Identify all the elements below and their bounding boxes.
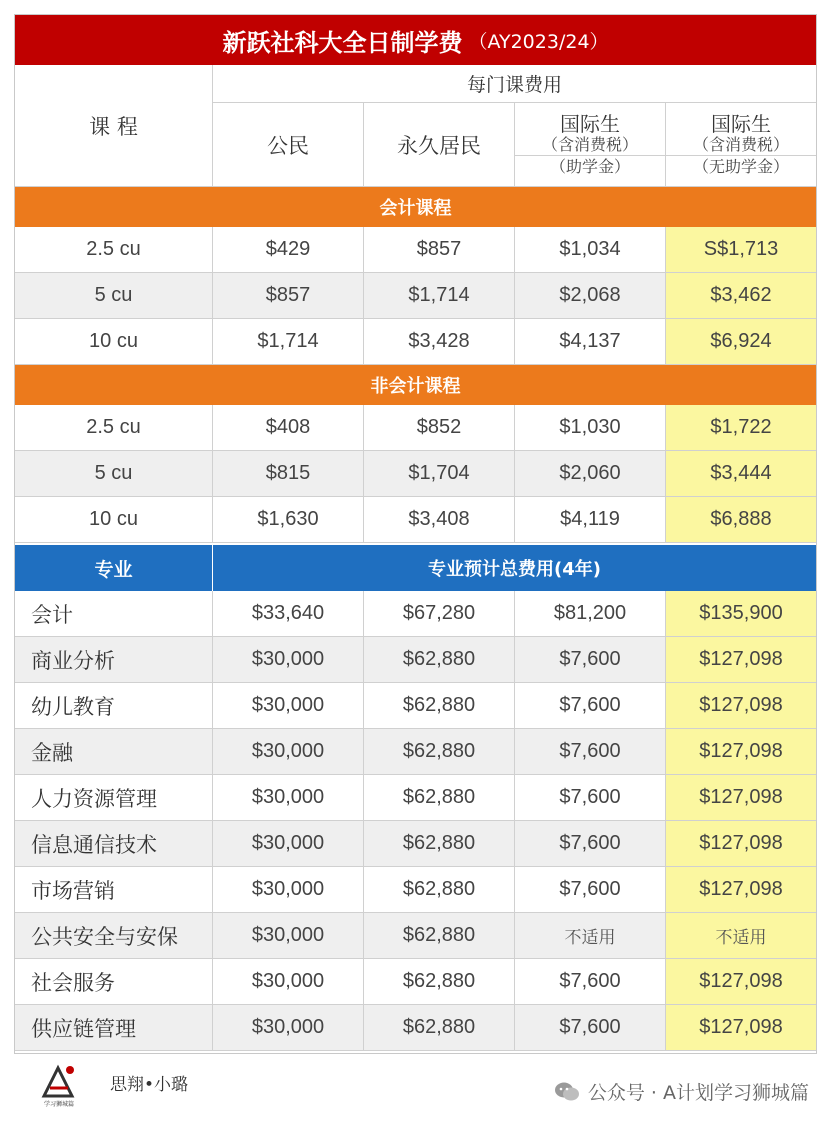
title-sub: （AY2023/24） <box>468 30 609 53</box>
accounting-row-2-citizen: $1,714 <box>213 319 364 365</box>
non-accounting-row-1-intl-nogrant: $3,444 <box>666 451 816 497</box>
accounting-row-0-citizen: $429 <box>213 227 364 273</box>
accounting-row-2-intl-grant: $4,137 <box>515 319 666 365</box>
major-row-5-pr: $62,880 <box>364 821 515 867</box>
major-row-4-name: 人力资源管理 <box>15 775 213 821</box>
major-row-8-citizen: $30,000 <box>213 959 364 1005</box>
major-row-5-name: 信息通信技术 <box>15 821 213 867</box>
major-row-5-intl-grant: $7,600 <box>515 821 666 867</box>
accounting-row-1-pr: $1,714 <box>364 273 515 319</box>
header-intl-grant-line1: 国际生 <box>560 112 620 137</box>
accounting-row-2-intl-nogrant: $6,924 <box>666 319 816 365</box>
major-row-8-name: 社会服务 <box>15 959 213 1005</box>
major-row-1-intl-grant: $7,600 <box>515 637 666 683</box>
major-row-3-pr: $62,880 <box>364 729 515 775</box>
major-row-6-pr: $62,880 <box>364 867 515 913</box>
major-row-3-intl-grant: $7,600 <box>515 729 666 775</box>
section-non-accounting: 非会计课程 <box>15 365 816 405</box>
section-accounting: 会计课程 <box>15 187 816 227</box>
accounting-row-0-intl-grant: $1,034 <box>515 227 666 273</box>
major-row-2-citizen: $30,000 <box>213 683 364 729</box>
accounting-row-2-pr: $3,428 <box>364 319 515 365</box>
non-accounting-row-0-course: 2.5 cu <box>15 405 213 451</box>
major-row-4-intl-grant: $7,600 <box>515 775 666 821</box>
non-accounting-row-2-intl-grant: $4,119 <box>515 497 666 543</box>
header-intl-nogrant-line3: （无助学金） <box>666 155 816 176</box>
major-row-4-intl-nogrant: $127,098 <box>666 775 816 821</box>
major-row-9-intl-nogrant: $127,098 <box>666 1005 816 1051</box>
non-accounting-row-0-intl-nogrant: $1,722 <box>666 405 816 451</box>
header-intl-grant-line2: （含消费税） <box>541 135 638 155</box>
major-row-7-intl-grant: 不适用 <box>515 913 666 959</box>
non-accounting-row-0-citizen: $408 <box>213 405 364 451</box>
major-row-7-name: 公共安全与安保 <box>15 913 213 959</box>
major-row-2-intl-nogrant: $127,098 <box>666 683 816 729</box>
major-header-label: 专业 <box>15 545 213 591</box>
major-row-0-intl-nogrant: $135,900 <box>666 591 816 637</box>
non-accounting-row-2-intl-nogrant: $6,888 <box>666 497 816 543</box>
major-row-4-pr: $62,880 <box>364 775 515 821</box>
major-row-1-pr: $62,880 <box>364 637 515 683</box>
header-citizen: 公民 <box>213 103 364 187</box>
non-accounting-row-0-pr: $852 <box>364 405 515 451</box>
major-header-total: 专业预计总费用(4年) <box>428 559 601 580</box>
non-accounting-row-0-intl-grant: $1,030 <box>515 405 666 451</box>
accounting-row-1-course: 5 cu <box>15 273 213 319</box>
table-title <box>15 15 816 65</box>
brand-logo-icon <box>38 1062 80 1108</box>
major-row-2-name: 幼儿教育 <box>15 683 213 729</box>
major-header <box>15 545 816 591</box>
major-row-3-name: 金融 <box>15 729 213 775</box>
accounting-row-0-course: 2.5 cu <box>15 227 213 273</box>
major-row-0-pr: $67,280 <box>364 591 515 637</box>
non-accounting-row-1-citizen: $815 <box>213 451 364 497</box>
major-row-0-citizen: $33,640 <box>213 591 364 637</box>
non-accounting-row-1-pr: $1,704 <box>364 451 515 497</box>
major-row-1-intl-nogrant: $127,098 <box>666 637 816 683</box>
non-accounting-row-2-citizen: $1,630 <box>213 497 364 543</box>
fee-table <box>14 14 817 1054</box>
non-accounting-row-1-course: 5 cu <box>15 451 213 497</box>
major-row-2-intl-grant: $7,600 <box>515 683 666 729</box>
major-row-1-citizen: $30,000 <box>213 637 364 683</box>
accounting-row-1-intl-nogrant: $3,462 <box>666 273 816 319</box>
major-row-9-intl-grant: $7,600 <box>515 1005 666 1051</box>
major-row-9-name: 供应链管理 <box>15 1005 213 1051</box>
major-row-5-citizen: $30,000 <box>213 821 364 867</box>
logo-caption: 学习狮城篇 <box>43 1101 75 1108</box>
major-row-6-name: 市场营销 <box>15 867 213 913</box>
major-row-3-intl-nogrant: $127,098 <box>666 729 816 775</box>
major-row-0-name: 会计 <box>15 591 213 637</box>
accounting-row-0-pr: $857 <box>364 227 515 273</box>
header-pr: 永久居民 <box>364 103 515 187</box>
non-accounting-row-2-course: 10 cu <box>15 497 213 543</box>
header-intl-grant <box>515 103 666 187</box>
accounting-row-1-citizen: $857 <box>213 273 364 319</box>
major-row-9-pr: $62,880 <box>364 1005 515 1051</box>
major-row-3-citizen: $30,000 <box>213 729 364 775</box>
major-row-8-intl-nogrant: $127,098 <box>666 959 816 1005</box>
major-row-0-intl-grant: $81,200 <box>515 591 666 637</box>
title-main: 新跃社科大全日制学费 <box>222 28 463 57</box>
wechat-icon <box>554 1081 580 1103</box>
major-row-8-pr: $62,880 <box>364 959 515 1005</box>
major-row-6-intl-nogrant: $127,098 <box>666 867 816 913</box>
major-row-1-name: 商业分析 <box>15 637 213 683</box>
accounting-row-0-intl-nogrant: S$1,713 <box>666 227 816 273</box>
header-course: 课 程 <box>15 65 213 187</box>
header-intl-grant-line3: （助学金） <box>515 155 665 176</box>
wechat-label: 公众号 · A计划学习狮城篇 <box>587 1082 809 1104</box>
header-per-course-fee: 每门课费用 <box>213 65 816 103</box>
major-row-2-pr: $62,880 <box>364 683 515 729</box>
accounting-row-2-course: 10 cu <box>15 319 213 365</box>
major-row-6-intl-grant: $7,600 <box>515 867 666 913</box>
major-row-7-pr: $62,880 <box>364 913 515 959</box>
major-row-7-citizen: $30,000 <box>213 913 364 959</box>
brand-name: 思翔•小璐 <box>110 1075 189 1095</box>
wechat-account <box>554 1078 809 1105</box>
major-row-7-intl-nogrant: 不适用 <box>666 913 816 959</box>
major-row-5-intl-nogrant: $127,098 <box>666 821 816 867</box>
major-row-6-citizen: $30,000 <box>213 867 364 913</box>
major-row-8-intl-grant: $7,600 <box>515 959 666 1005</box>
major-row-9-citizen: $30,000 <box>213 1005 364 1051</box>
accounting-row-1-intl-grant: $2,068 <box>515 273 666 319</box>
major-row-4-citizen: $30,000 <box>213 775 364 821</box>
non-accounting-row-1-intl-grant: $2,060 <box>515 451 666 497</box>
non-accounting-row-2-pr: $3,408 <box>364 497 515 543</box>
header-intl-nogrant-line2: （含消费税） <box>692 135 789 155</box>
header-intl-nogrant <box>666 103 816 187</box>
header-intl-nogrant-line1: 国际生 <box>711 112 771 137</box>
footer <box>0 1054 831 1124</box>
